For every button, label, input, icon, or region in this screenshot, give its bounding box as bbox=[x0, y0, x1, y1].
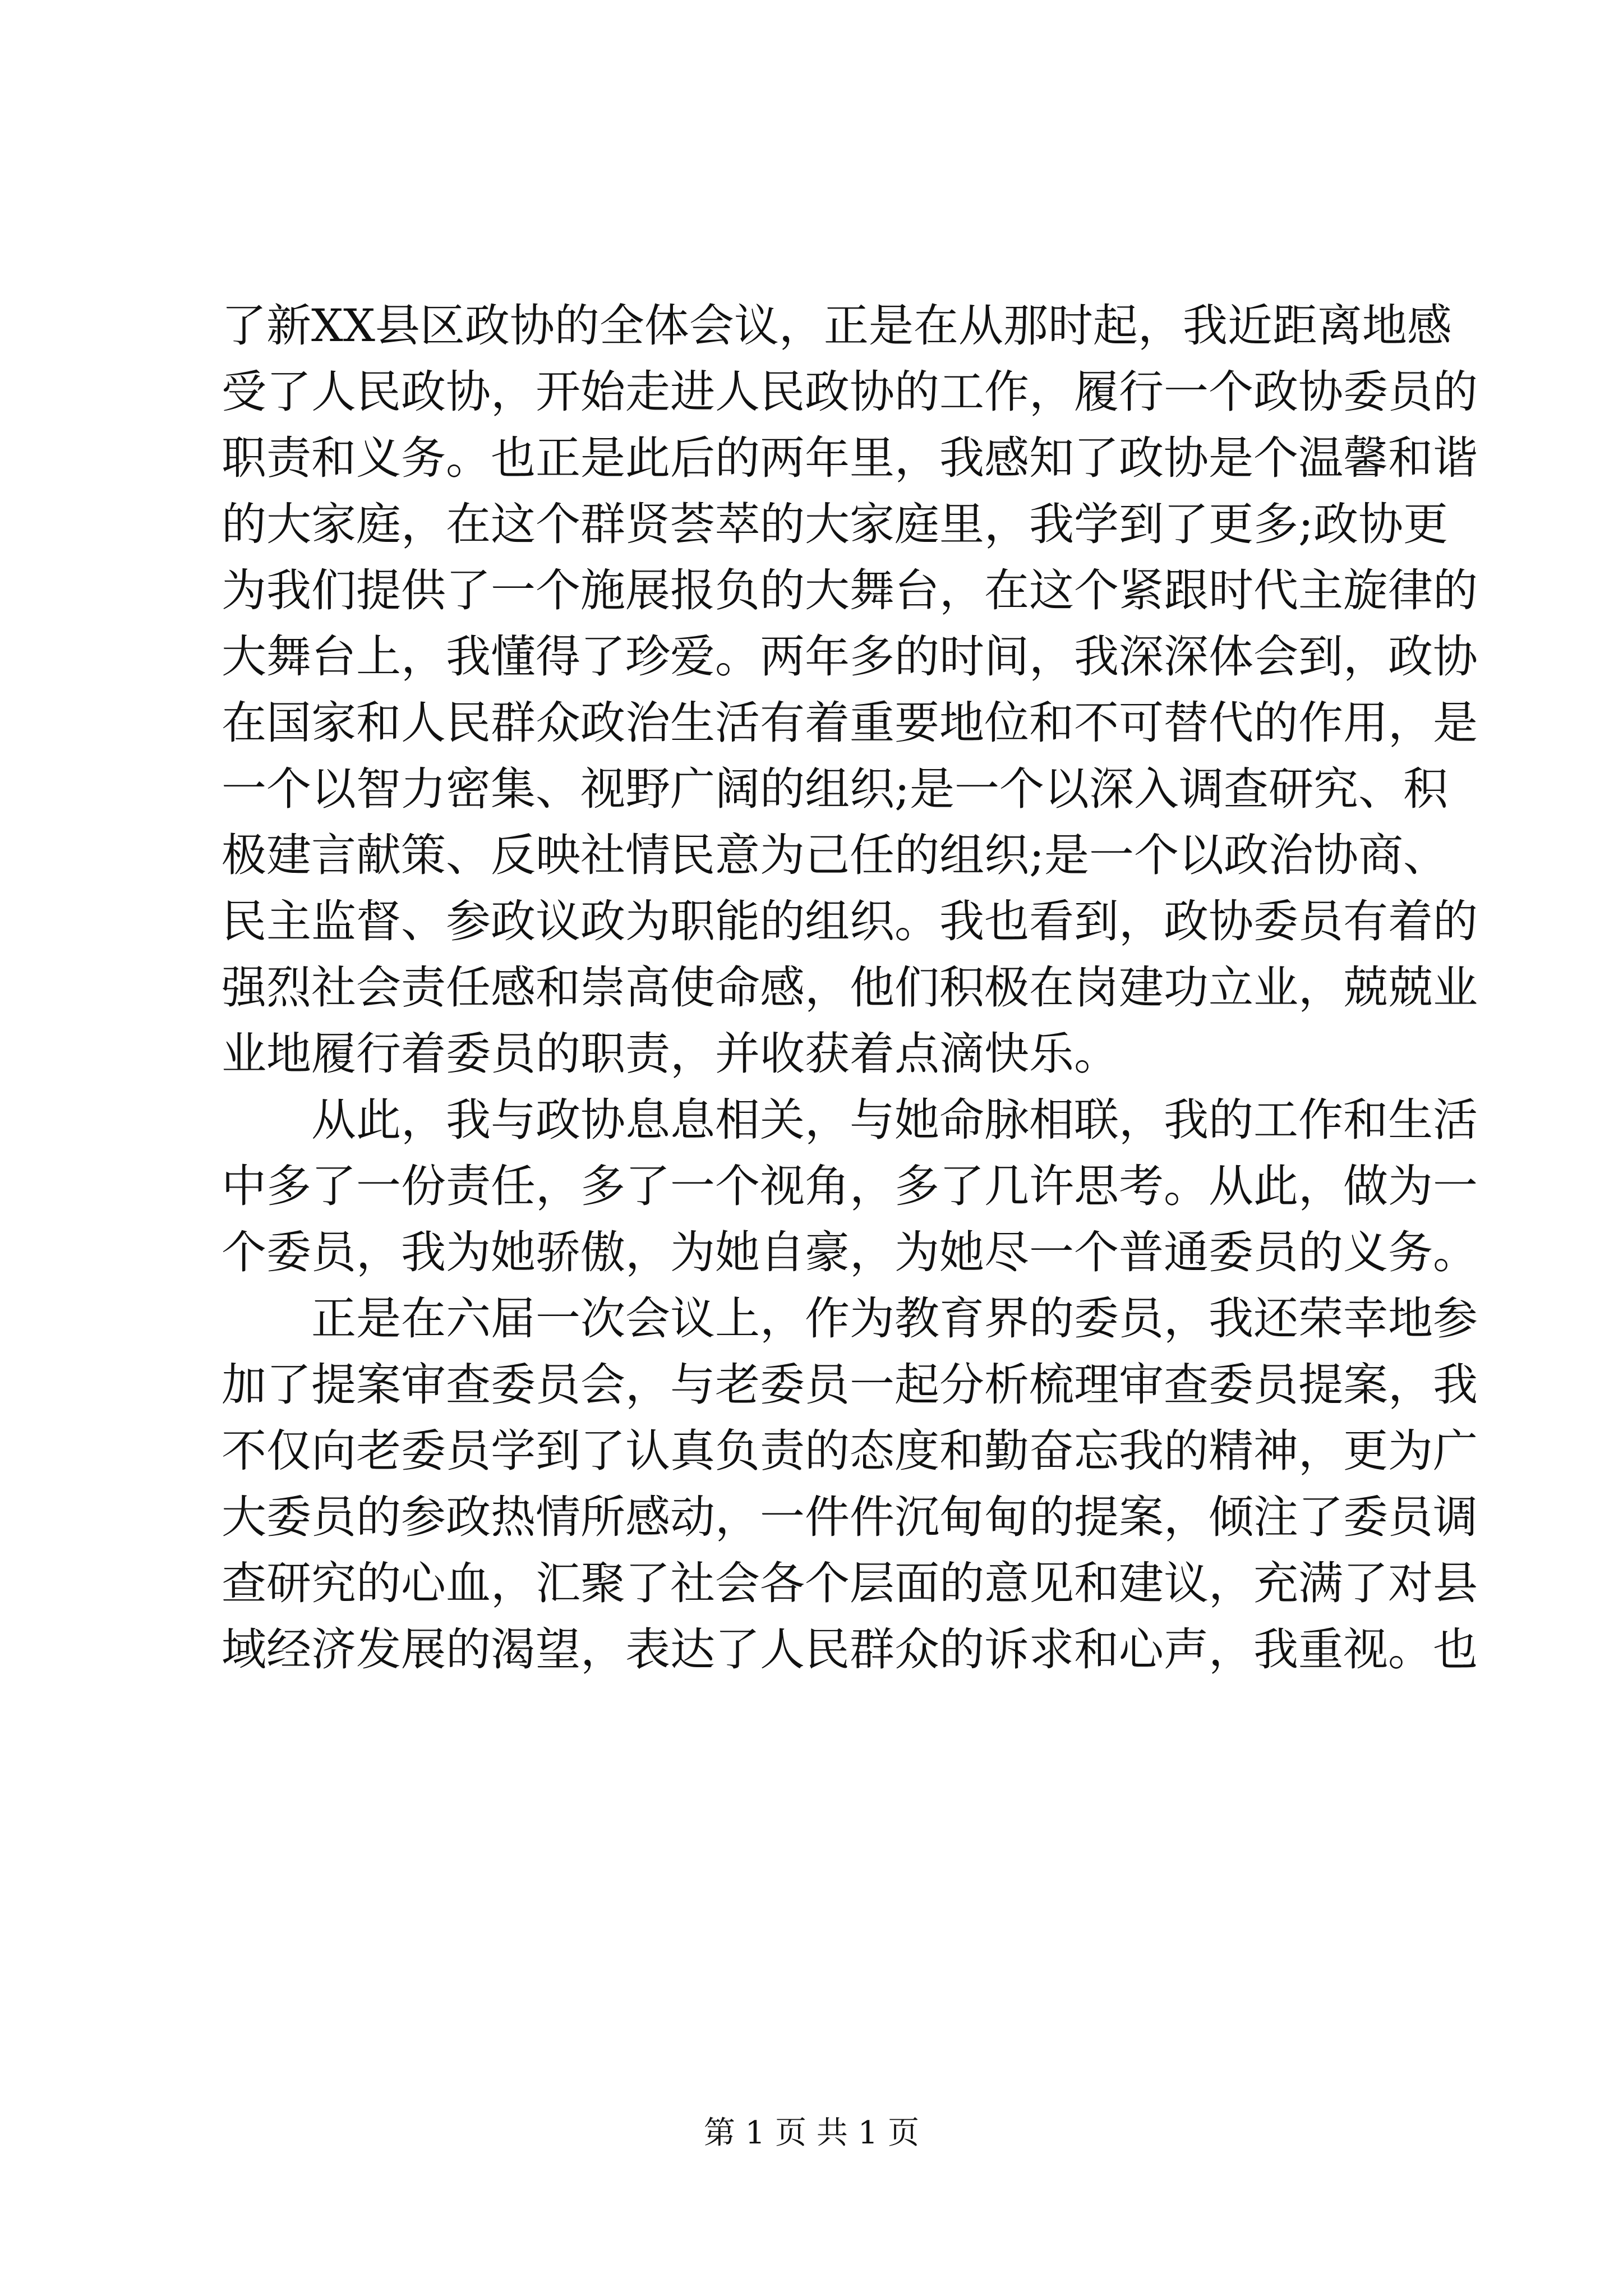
paragraph-1-line-7: 在国家和人民群众政治生活有着重要地位和不可替代的作用，是 bbox=[222, 697, 1478, 749]
paragraph-1-line-2: 受了人民政协，开始走进人民政协的工作，履行一个政协委员的 bbox=[222, 366, 1478, 418]
paragraph-3-line-6: 域经济发展的渴望，表达了人民群众的诉求和心声，我重视。也 bbox=[222, 1623, 1478, 1676]
paragraph-1-line-5: 为我们提供了一个施展报负的大舞台，在这个紧跟时代主旋律的 bbox=[222, 564, 1478, 616]
paragraph-1-line-11: 强烈社会责任感和崇高使命感，他们积极在岗建功立业，兢兢业 bbox=[222, 961, 1478, 1014]
paragraph-3-line-1: 正是在六届一次会议上，作为教育界的委员，我还荣幸地参 bbox=[311, 1292, 1478, 1345]
paragraph-1-line-3: 职责和义务。也正是此后的两年里，我感知了政协是个温馨和谐 bbox=[222, 432, 1478, 484]
paragraph-1-line-12: 业地履行着委员的职责，并收获着点滴快乐。 bbox=[222, 1028, 1119, 1080]
paragraph-1-line-4: 的大家庭，在这个群贤荟萃的大家庭里，我学到了更多;政协更 bbox=[222, 498, 1448, 550]
paragraph-1-line-8: 一个以智力密集、视野广阔的组织;是一个以深入调查研究、积 bbox=[222, 763, 1448, 815]
paragraph-3-line-4: 大委员的参政热情所感动，一件件沉甸甸的提案，倾注了委员调 bbox=[222, 1491, 1478, 1543]
paragraph-3-line-3: 不仅向老委员学到了认真负责的态度和勤奋忘我的精神，更为广 bbox=[222, 1425, 1478, 1477]
paragraph-3-line-5: 查研究的心血，汇聚了社会各个层面的意见和建议，充满了对县 bbox=[222, 1557, 1478, 1609]
document-body bbox=[222, 293, 1478, 1683]
paragraph-2-line-3: 个委员，我为她骄傲，为她自豪，为她尽一个普通委员的义务。 bbox=[222, 1226, 1478, 1278]
paragraph-2-line-1: 从此，我与政协息息相关，与她命脉相联，我的工作和生活 bbox=[311, 1094, 1478, 1146]
paragraph-3-line-2: 加了提案审查委员会，与老委员一起分析梳理审查委员提案，我 bbox=[222, 1359, 1478, 1411]
page-number-footer: 第 1 页 共 1 页 bbox=[703, 2115, 920, 2151]
paragraph-2-line-2: 中多了一份责任，多了一个视角，多了几许思考。从此，做为一 bbox=[222, 1160, 1478, 1212]
paragraph-1-line-6: 大舞台上，我懂得了珍爱。两年多的时间，我深深体会到，政协 bbox=[222, 631, 1478, 683]
paragraph-1-line-1: 了新XX县区政协的全体会议，正是在从那时起，我近距离地感 bbox=[222, 300, 1452, 352]
paragraph-1-line-9: 极建言献策、反映社情民意为己任的组织;是一个以政治协商、 bbox=[222, 829, 1448, 881]
paragraph-1-line-10: 民主监督、参政议政为职能的组织。我也看到，政协委员有着的 bbox=[222, 895, 1478, 947]
